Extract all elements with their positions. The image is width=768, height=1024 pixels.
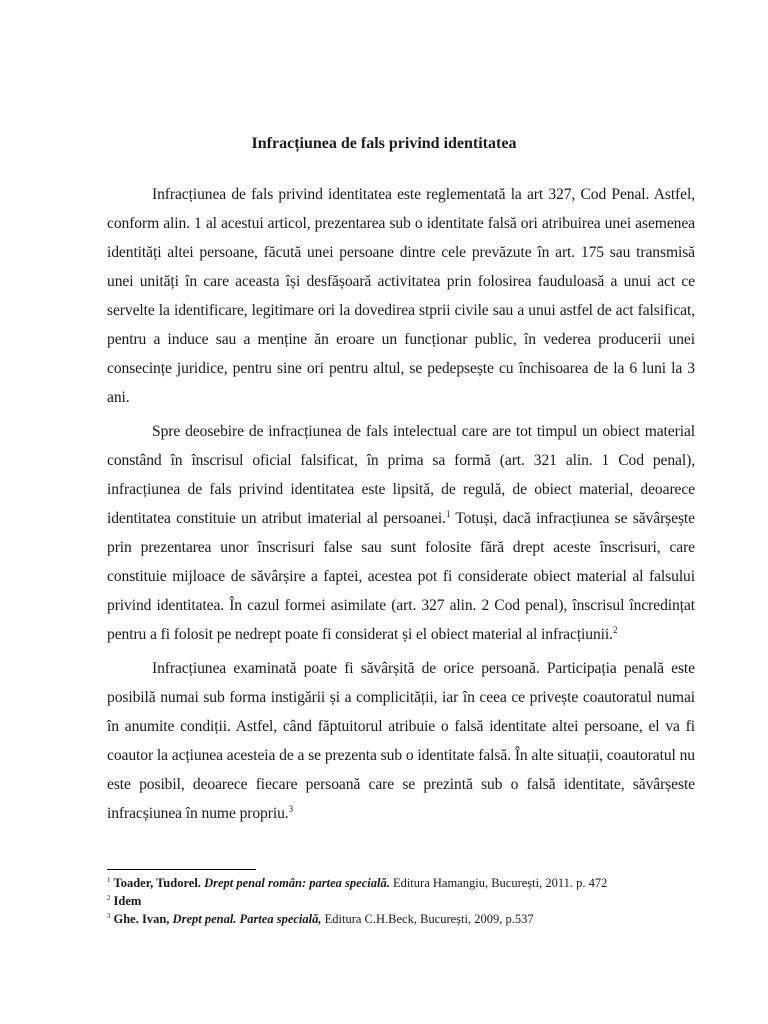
paragraph: [107, 654, 695, 828]
paragraph-text: Infracțiunea de fals privind identitatea este reglementată la art 327, Cod Penal. Astfel, conform alin. 1 al acestui articol, prezentarea sub o identitate falsă ori atribuirea unei asemenea identități altei persoane, făcută unei persoane dintre cele prevăzute în art. 175 sau transmisă unei unități în care aceasta își desfășoară activitatea prin folosirea fauduloasă a unui act ce servelte la identificare, legitimare ori la dovedirea stprii civile sau a unui astfel de act falsificat, pentru a induce sau a menține ăn eroare un funcționar public, în vederea producerii unei consecințe juridice, pentru sine ori pentru altul, se pedepsește cu închisoarea de la 6 luni la 3 ani.: [107, 186, 695, 406]
footnote: [107, 892, 727, 910]
footnote: [107, 874, 727, 892]
footnote-author: Ghe. Ivan,: [113, 912, 170, 926]
footnote-ref[interactable]: 1: [445, 508, 451, 519]
footnote-number: 2: [107, 893, 111, 902]
paragraph-text: Spre deosebire de infracțiunea de fals intelectual care are tot timpul un obiect material constând în înscrisul oficial falsificat, în prima sa formă (art. 321 alin. 1 Cod penal), infracțiunea de fals privind identitatea este lipsită, de regulă, de obiect material, deoarece identitatea constituie un atribut imaterial al persoanei.: [107, 423, 695, 527]
footnote-number: 1: [107, 875, 111, 884]
footnote-work: Drept penal. Partea specială,: [172, 912, 322, 926]
footnote-rest: Editura Hamangiu, București, 2011. p. 472: [392, 876, 608, 890]
footnote-rest: Editura C.H.Beck, București, 2009, p.537: [324, 912, 534, 926]
footnote-separator: [107, 869, 256, 870]
paragraph: [107, 180, 695, 412]
document-title: Infracțiunea de fals privind identitatea: [251, 135, 517, 152]
paragraph: [107, 417, 695, 649]
footnote-author: Idem: [113, 894, 142, 908]
footnote-work: Drept penal român: partea specială.: [204, 876, 390, 890]
footnote-number: 3: [107, 911, 111, 920]
paragraph-text: Infracțiunea examinată poate fi săvârșită de orice persoană. Participația penală este posibilă numai sub forma instigării și a complicității, iar în ceea ce privește coautoratul numai în anumite condiții. Astfel, când făptuitorul atribuie o falsă identitate altei persoane, el va fi coautor la acțiunea acesteia de a se prezenta sub o identitate falsă. În alte situații, coautoratul nu este posibil, deoarece fiecare persoană care se prezintă sub o falsă identitate, săvârșeste infracșiunea în nume propriu.: [107, 660, 695, 822]
paragraph-text: Totuși, dacă infracțiunea se săvârșește prin prezentarea unor înscrisuri false sau sunt folosite fără drept aceste înscrisuri, care constituie mijloace de săvârșire a faptei, acestea pot fi considerate obiect material al falsului privind identitatea. În cazul formei asimilate (art. 327 alin. 2 Cod penal), înscrisul încredințat pentru a fi folosit pe nedrept poate fi considerat și el obiect material al infracțiunii.: [107, 510, 695, 643]
document-body: [107, 180, 695, 828]
footnote: [107, 910, 727, 928]
footnote-author: Toader, Tudorel.: [113, 876, 201, 890]
footnote-ref[interactable]: 2: [612, 624, 618, 635]
footnotes: [107, 874, 727, 928]
footnote-ref[interactable]: 3: [288, 803, 293, 814]
